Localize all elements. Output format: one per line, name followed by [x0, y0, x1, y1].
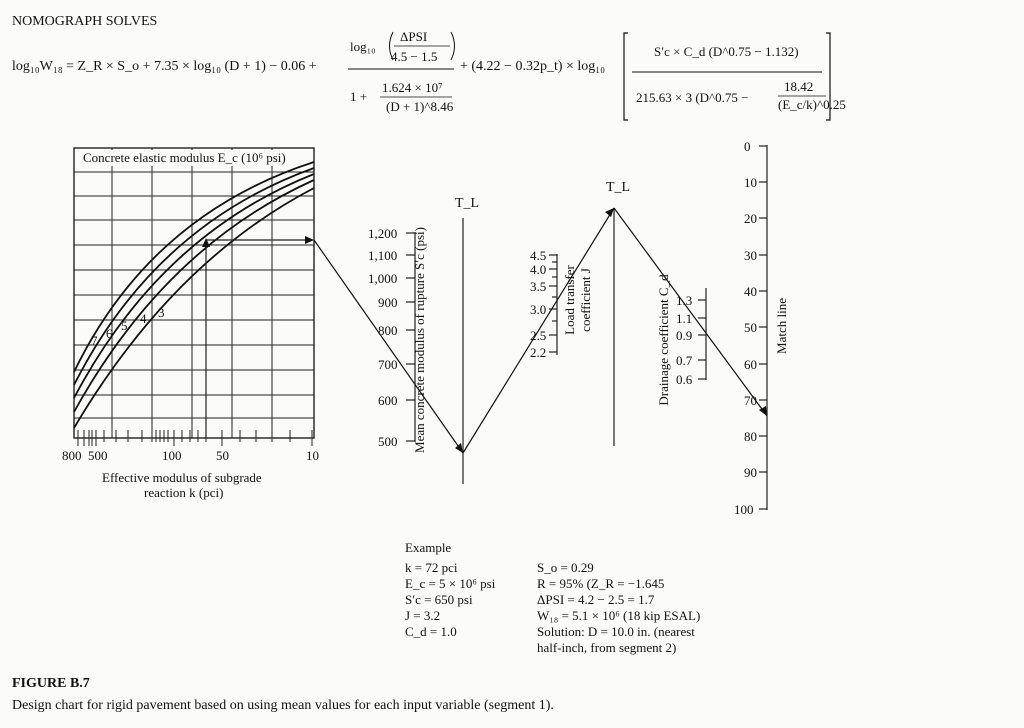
cd-tick-1-1: 1.1: [676, 311, 693, 326]
match-tick-40: 40: [744, 284, 757, 299]
header-title: NOMOGRAPH SOLVES: [12, 14, 158, 29]
match-tick-90: 90: [744, 465, 757, 480]
rupture-tick-500: 500: [378, 434, 398, 449]
equation-frac1-num-bot: 4.5 − 1.5: [391, 49, 438, 64]
match-tick-30: 30: [744, 248, 757, 263]
k-tick-500: 500: [88, 448, 108, 463]
match-tick-70: 70: [744, 393, 757, 408]
match-tick-50: 50: [744, 320, 757, 335]
tl-label-1: T_L: [455, 196, 480, 211]
rupture-tick-1100: 1,100: [368, 248, 398, 263]
rupture-tick-700: 700: [378, 357, 398, 372]
paren-left: [390, 32, 394, 60]
match-tick-80: 80: [744, 429, 757, 444]
equation-mid: + (4.22 − 0.32p_t) × log₁₀: [460, 59, 606, 74]
j-tick-3-0: 3.0: [530, 302, 547, 317]
match-tick-20: 20: [744, 211, 757, 226]
chart-box-title: Concrete elastic modulus E_c (10⁶ psi): [80, 150, 289, 166]
curve-5: [74, 174, 314, 398]
example-heading: Example: [405, 540, 452, 555]
match-tick-0: 0: [744, 139, 751, 154]
k-tick-50: 50: [216, 448, 229, 463]
k-axis-label-2: reaction k (pci): [144, 485, 224, 500]
j-tick-2-5: 2.5: [530, 328, 547, 343]
tl-label-2: T_L: [606, 180, 631, 195]
equation-frac1-den-top: 1.624 × 10⁷: [382, 80, 443, 95]
j-tick-2-2: 2.2: [530, 345, 547, 360]
equation-frac1-log: log₁₀: [350, 39, 376, 54]
curve-label-5: 5: [121, 318, 128, 333]
k-tick-100: 100: [162, 448, 182, 463]
cd-tick-0-9: 0.9: [676, 328, 693, 343]
example-col1-k: k = 72 pci: [405, 560, 458, 575]
modulus-chart: [74, 148, 314, 446]
figure-title: FIGURE B.7: [12, 676, 90, 691]
equation-lhs: log₁₀W₁₈ = Z_R × S_o + 7.35 × log₁₀ (D + 1) − 0.06 +: [12, 59, 317, 74]
chart-grid: [74, 148, 314, 438]
match-tick-100: 100: [734, 502, 754, 517]
j-tick-4-0: 4.0: [530, 262, 547, 277]
arrow-1: [455, 443, 463, 453]
example-col2-dpsi: ΔPSI = 4.2 − 2.5 = 1.7: [537, 592, 655, 607]
example-col1-ec: E_c = 5 × 10⁶ psi: [405, 576, 496, 591]
arrow-up: [202, 238, 210, 247]
k-tick-800: 800: [62, 448, 82, 463]
example-col2-w18: W₁₈ = 5.1 × 10⁶ (18 kip ESAL): [537, 608, 701, 623]
paren-right: [451, 32, 455, 60]
j-label-line2: coefficient J: [578, 268, 593, 332]
cd-tick-0-6: 0.6: [676, 372, 693, 387]
rupture-label: Mean concrete modulus of rupture S′c (psi): [412, 227, 427, 453]
k-axis-label-1: Effective modulus of subgrade: [102, 470, 262, 485]
example-col1-sc: S′c = 650 psi: [405, 592, 473, 607]
example-col2-so: S_o = 0.29: [537, 560, 594, 575]
rupture-tick-900: 900: [378, 295, 398, 310]
match-label: Match line: [774, 298, 789, 354]
equation-frac2-den-top: 18.42: [784, 79, 814, 94]
equation-frac2-den-a: 215.63 × 3 (D^0.75 −: [636, 90, 749, 105]
curve-4: [74, 180, 314, 412]
example-col2-r: R = 95% (Z_R = −1.645: [537, 576, 665, 591]
cd-tick-1-3: 1.3: [676, 293, 693, 308]
example-col1-cd: C_d = 1.0: [405, 624, 457, 639]
equation-frac1-den-one: 1 +: [350, 89, 368, 104]
rupture-tick-1000: 1,000: [368, 271, 398, 286]
bracket-right: [826, 33, 830, 120]
k-tick-10: 10: [306, 448, 319, 463]
bracket-left: [624, 33, 628, 120]
rupture-tick-800: 800: [378, 323, 398, 338]
example-col1-j: J = 3.2: [405, 608, 441, 623]
example-col2-solution-cont: half-inch, from segment 2): [537, 640, 677, 655]
j-tick-3-5: 3.5: [530, 279, 547, 294]
curve-label-3: 3: [158, 305, 165, 320]
equation-frac2-num: S′c × C_d (D^0.75 − 1.132): [654, 44, 799, 59]
arrow-2: [605, 208, 614, 217]
curve-label-4: 4: [140, 311, 147, 326]
figure-caption: Design chart for rigid pavement based on using mean values for each input variable (segment 1).: [12, 698, 554, 713]
example-col2-solution: Solution: D = 10.0 in. (nearest: [537, 624, 695, 639]
arrow-right: [305, 236, 314, 244]
rupture-tick-600: 600: [378, 393, 398, 408]
j-tick-4-5: 4.5: [530, 248, 547, 263]
equation-frac2-den-bot: (E_c/k)^0.25: [778, 97, 846, 112]
equation-frac1-den-bot: (D + 1)^8.46: [386, 99, 454, 114]
match-tick-60: 60: [744, 357, 757, 372]
curve-label-7: 7: [91, 333, 98, 348]
match-tick-10: 10: [744, 175, 757, 190]
cd-label: Drainage coefficient C_d: [656, 274, 671, 406]
j-label-line1: Load transfer: [562, 265, 577, 335]
curve-label-6: 6: [106, 326, 113, 341]
equation-frac1-num-top: ΔPSI: [400, 29, 428, 44]
cd-tick-0-7: 0.7: [676, 353, 693, 368]
rupture-tick-1200: 1,200: [368, 226, 398, 241]
